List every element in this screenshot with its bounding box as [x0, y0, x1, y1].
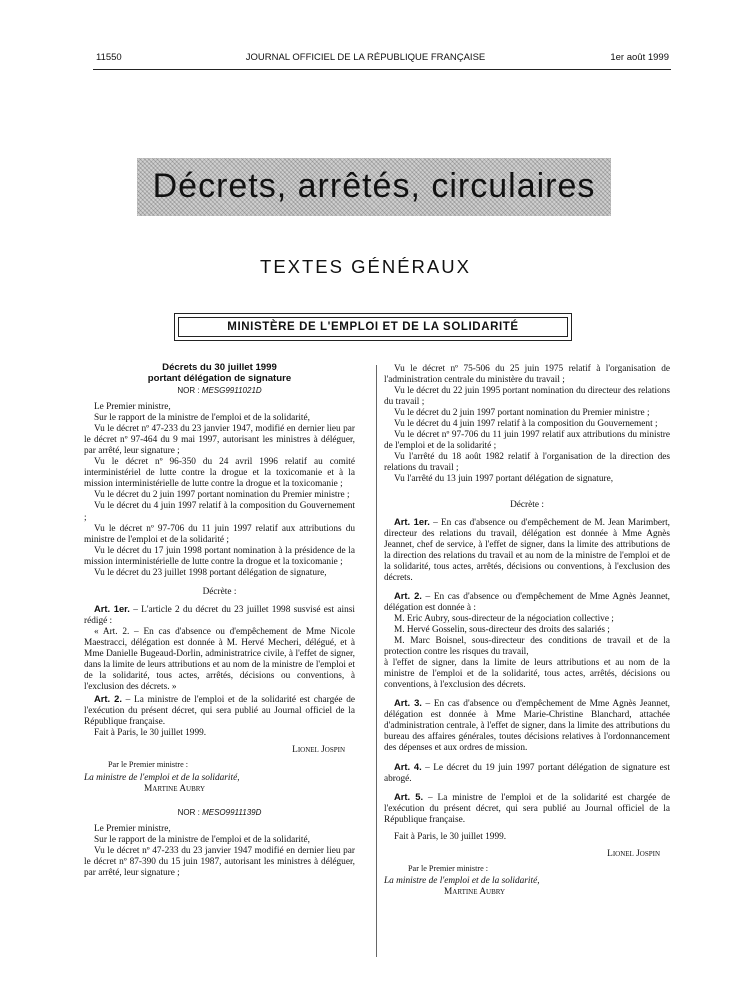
signature: Lionel Jospin: [292, 745, 345, 756]
list-item: M. Marc Boisnel, sous-directeur des conditions de travail et de la protection contre les risques du travail,: [384, 636, 670, 658]
article-text: – En cas d'absence ou d'empêchement de M. Jean Marimbert, directeur des relations du travail, délégation est donnée à Mme Agnès Jeannet, chef de service, à l'effet de signer, dans la limite des attributions de la direction des relations du travail et au nom de la ministre de l'emploi et de la solidarité, tous actes, arrêtés, décisions ou conventions, à l'exclusion des décrets.: [384, 517, 670, 583]
paragraph: Vu le décret nº 97-706 du 11 juin 1997 relatif aux attributions du ministre de l'emploi et de la solidarité ;: [384, 430, 670, 452]
quoted-article: « Art. 2. – En cas d'absence ou d'empêchement de Mme Nicole Maestracci, délégation est donnée à M. Hervé Mecheri, délégué, et à Mme Danielle Bugeaud-Dorlin, administratrice civile, à l'effet de signer, dans la limite de leurs attributions et au nom de la ministre de l'emploi et de la solidarité, tous actes, arrêtés, décisions ou conventions, à l'exclusion des décrets. »: [84, 626, 355, 693]
paragraph: Le Premier ministre,: [94, 823, 171, 834]
article-text: – L'article 2 du décret du 23 juillet 1998 susvisé est ainsi rédigé :: [84, 604, 355, 626]
minister-signature: Martine Aubry: [144, 783, 206, 794]
article-text: – En cas d'absence ou d'empêchement de Mme Agnès Jeannet, délégation est donnée à Mme Marie-Christine Blanchard, attachée d'administration centrale, à l'effet de signer, dans la limite des attributions du bureau des affaires générales, toutes décisions relatives à l'ordonnancement des dépenses et aux ordres de mission.: [384, 699, 670, 754]
paragraph: Vu le décret du 4 juin 1997 relatif à la composition du Gouvernement ;: [84, 501, 355, 523]
column-divider: [376, 365, 377, 957]
paragraph: Vu le décret du 22 juin 1995 portant nomination du directeur des relations du travail ;: [384, 386, 670, 408]
article-label: Art. 4.: [394, 760, 422, 772]
minister-signature: Martine Aubry: [444, 886, 506, 897]
page-number: 11550: [96, 52, 122, 63]
issue-date: 1er août 1999: [610, 52, 669, 63]
paragraph: à l'effet de signer, dans la limite de leurs attributions et au nom de la ministre de l'emploi et de la solidarité, tous actes, arrêtés, décisions ou conventions, à l'exclusion des décrets.: [384, 658, 670, 691]
article: [84, 693, 355, 728]
journal-title: JOURNAL OFFICIEL DE LA RÉPUBLIQUE FRANÇAISE: [245, 52, 486, 63]
left-column: [84, 362, 355, 879]
decree-subtitle: portant délégation de signature: [147, 373, 292, 384]
signature: Lionel Jospin: [607, 848, 660, 859]
section-banner: [137, 158, 611, 216]
right-column: [384, 364, 670, 898]
nor-reference: [84, 807, 355, 818]
article: [384, 761, 670, 785]
article-text: – Le décret du 19 juin 1997 portant délégation de signature est abrogé.: [384, 762, 670, 784]
paragraph: Sur le rapport de la ministre de l'emploi et de la solidarité,: [94, 834, 310, 845]
banner-title: Décrets, arrêtés, circulaires: [152, 167, 596, 205]
article-text: – En cas d'absence ou d'empêchement de Mme Agnès Jeannet, délégation est donnée à :: [384, 591, 670, 613]
paragraph: Vu le décret nº 47-233 du 23 janvier 1947 modifié en dernier lieu par le décret nº 87-390 du 15 juin 1987, autorisant les ministres à déléguer, par arrêté, leur signature ;: [84, 845, 355, 878]
article-label: Art. 2.: [94, 693, 122, 705]
article-text: – La ministre de l'emploi et de la solidarité est chargée de l'exécution du présent décret, qui sera publié au Journal officiel de la République française.: [384, 792, 670, 825]
header-rule: [93, 69, 671, 70]
article: [384, 516, 670, 584]
paragraph: Vu le décret du 17 juin 1998 portant nomination à la présidence de la mission interministérielle de lutte contre la drogue et la toxicomanie ;: [84, 545, 355, 567]
ministry-box: [174, 313, 572, 341]
paragraph: Le Premier ministre,: [94, 402, 171, 413]
paragraph: Vu le décret du 4 juin 1997 relatif à la composition du Gouvernement ;: [394, 419, 658, 430]
decrete-heading: Décrète :: [202, 586, 237, 597]
paragraph: Vu le décret du 2 juin 1997 portant nomination du Premier ministre ;: [94, 490, 350, 501]
paragraph: Vu le décret du 2 juin 1997 portant nomination du Premier ministre ;: [394, 408, 650, 419]
paragraph: Vu le décret nº 75-506 du 25 juin 1975 relatif à l'organisation de l'administration centrale du ministère du travail ;: [384, 364, 670, 386]
ministry-title: MINISTÈRE DE L'EMPLOI ET DE LA SOLIDARITÉ: [178, 317, 568, 337]
article-label: Art. 3.: [394, 697, 422, 709]
article: [384, 791, 670, 826]
paragraph: Vu le décret du 23 juillet 1998 portant délégation de signature,: [94, 567, 327, 578]
paragraph: Sur le rapport de la ministre de l'emploi et de la solidarité,: [94, 413, 310, 424]
paragraph: Vu le décret nº 97-706 du 11 juin 1997 relatif aux attributions du ministre de l'emploi et de la solidarité ;: [84, 523, 355, 545]
paragraph: Vu l'arrêté du 18 août 1982 relatif à l'organisation de la direction des relations du travail ;: [384, 452, 670, 474]
list-item: M. Hervé Gosselin, sous-directeur des droits des salariés ;: [394, 624, 610, 635]
article-label: Art. 5.: [394, 790, 424, 802]
list-item: M. Eric Aubry, sous-directeur de la négociation collective ;: [394, 613, 614, 624]
page-header: [0, 52, 731, 66]
minister-title: La ministre de l'emploi et de la solidarité,: [84, 772, 240, 783]
article-label: Art. 1er.: [94, 602, 130, 614]
place-date: Fait à Paris, le 30 juillet 1999.: [94, 728, 207, 739]
nor-code: MESG9911021D: [201, 386, 262, 395]
nor-label: NOR :: [177, 807, 203, 817]
by-prime-minister: Par le Premier ministre :: [108, 760, 189, 770]
article: [384, 697, 670, 754]
paragraph: Vu le décret nº 47-233 du 23 janvier 1947, modifié en dernier lieu par le décret nº 97-464 du 9 mai 1997, autorisant les ministres à déléguer, par arrêté, leur signature ;: [84, 424, 355, 457]
article: [84, 603, 355, 627]
by-prime-minister: Par le Premier ministre :: [408, 863, 489, 873]
paragraph: Vu le décret nº 96-350 du 24 avril 1996 relatif au comité interministériel de lutte contre la drogue et la toxicomanie et à la mission interministérielle de lutte contre la drogue et la toxicomanie ;: [84, 457, 355, 490]
nor-code: MESO9911139D: [202, 807, 262, 817]
paragraph: Vu l'arrêté du 13 juin 1997 portant délégation de signature,: [394, 474, 614, 485]
nor-label: NOR :: [177, 386, 202, 395]
place-date: Fait à Paris, le 30 juillet 1999.: [394, 831, 507, 842]
article-label: Art. 2.: [394, 589, 422, 601]
article-label: Art. 1er.: [394, 515, 430, 527]
article-text: – La ministre de l'emploi et de la solidarité est chargée de l'exécution du présent décret, qui sera publié au Journal officiel de la République française.: [84, 695, 355, 728]
decrete-heading: Décrète :: [510, 499, 544, 510]
decree-title: Décrets du 30 juillet 1999: [162, 362, 277, 373]
nor-reference: [84, 385, 355, 396]
section-heading: TEXTES GÉNÉRAUX: [260, 256, 471, 277]
minister-title: La ministre de l'emploi et de la solidarité,: [384, 875, 540, 886]
article: [384, 590, 670, 614]
